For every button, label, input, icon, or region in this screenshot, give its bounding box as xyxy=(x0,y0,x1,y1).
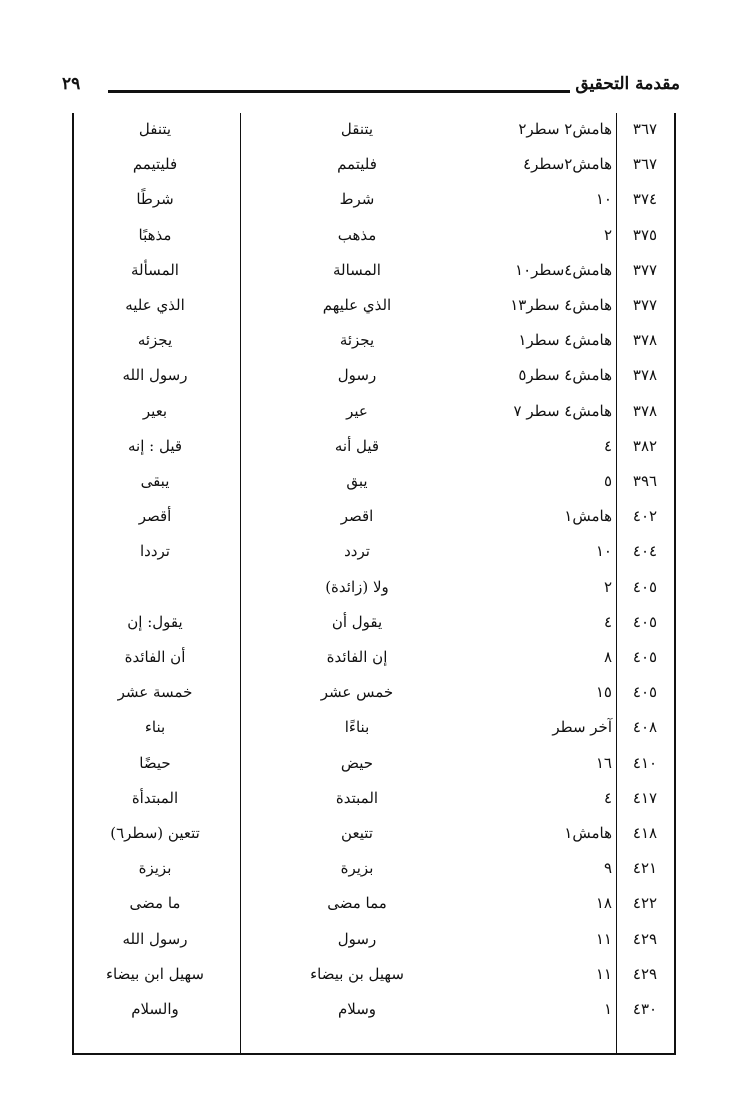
error-cell: اقصر xyxy=(340,507,374,526)
error-cell: تتيعن xyxy=(341,824,373,842)
location-cell: هامش٢سطر٤ xyxy=(523,155,612,174)
location-cell: هامش٤سطر١٠ xyxy=(515,260,612,279)
table-row xyxy=(72,852,676,884)
header-rule xyxy=(108,90,570,93)
table-row xyxy=(72,782,676,814)
table-row xyxy=(72,430,676,462)
page-cell: ٤١٨ xyxy=(632,824,658,842)
correction-cell: قيل : إنه xyxy=(127,436,183,455)
page-cell: ٤٢٢ xyxy=(632,894,658,913)
error-cell: سهيل بن بيضاء xyxy=(310,964,404,983)
page-cell: ٣٧٤ xyxy=(632,190,658,209)
table-row xyxy=(72,747,676,779)
table-row xyxy=(72,817,676,849)
table-row xyxy=(72,958,676,990)
correction-cell: حيضًا xyxy=(139,753,171,772)
table-row xyxy=(72,500,676,532)
error-cell: الذي عليهم xyxy=(322,296,392,314)
table-row xyxy=(72,641,676,673)
location-cell: ٨ xyxy=(603,648,612,666)
correction-cell: يتنفل xyxy=(138,120,172,138)
location-cell: ١ xyxy=(603,1000,612,1018)
correction-cell: والسلام xyxy=(131,1000,179,1018)
table-row xyxy=(72,359,676,391)
table-row xyxy=(72,711,676,743)
page-title: مقدمة التحقيق xyxy=(575,74,680,94)
page-cell: ٤٢٩ xyxy=(632,929,658,948)
table-row xyxy=(72,395,676,427)
correction-cell: خمسة عشر xyxy=(117,683,193,702)
table-row xyxy=(72,676,676,708)
location-cell: ٩ xyxy=(603,859,612,878)
correction-cell: المسألة xyxy=(131,260,179,279)
page-cell: ٤٠٥ xyxy=(632,648,658,666)
table-row xyxy=(72,465,676,497)
error-cell: إن الفائدة xyxy=(326,648,388,666)
table-row xyxy=(72,148,676,180)
table-row xyxy=(72,113,676,145)
page-cell: ٤٢٩ xyxy=(632,964,658,983)
page-cell: ٣٩٦ xyxy=(632,472,658,490)
correction-cell: فليتيمم xyxy=(132,155,178,174)
page-cell: ٣٨٢ xyxy=(632,436,658,455)
error-cell: يجزئة xyxy=(339,331,375,350)
location-cell: ٢ xyxy=(603,577,612,596)
error-cell: مما مضى xyxy=(327,894,387,913)
table-row xyxy=(72,289,676,321)
correction-cell: ما مضى xyxy=(129,894,181,913)
page-cell: ٤٣٠ xyxy=(632,1000,658,1018)
error-cell: حيض xyxy=(340,753,374,772)
page-cell: ٣٦٧ xyxy=(632,120,658,138)
location-cell: هامش٢ سطر٢ xyxy=(518,120,612,138)
table-row xyxy=(72,606,676,638)
location-cell: ١٦ xyxy=(595,753,612,772)
location-cell: ٤ xyxy=(603,612,612,631)
table-row xyxy=(72,993,676,1025)
correction-cell: أن الفائدة xyxy=(124,648,186,666)
error-cell: شرط xyxy=(339,190,375,209)
page-header xyxy=(62,74,680,102)
correction-cell: ترددا xyxy=(140,542,170,561)
page-cell: ٤٠٥ xyxy=(632,683,658,702)
error-cell: مذهب xyxy=(337,225,377,244)
error-cell: المبتدة xyxy=(335,788,379,807)
error-cell: رسول xyxy=(337,929,377,948)
location-cell: ٥ xyxy=(603,472,612,490)
error-cell: ولا (زائدة) xyxy=(325,577,389,596)
location-cell: هامش٤ سطر ٧ xyxy=(513,401,612,420)
location-cell: هامش١ xyxy=(564,507,612,526)
location-cell: ٢ xyxy=(603,225,612,244)
location-cell: ١٨ xyxy=(595,894,612,913)
page-cell: ٤٠٥ xyxy=(632,577,658,596)
page-cell: ٣٧٧ xyxy=(632,260,658,279)
error-cell: خمس عشر xyxy=(320,683,394,702)
page-number: ٢٩ xyxy=(62,74,81,94)
error-cell: عير xyxy=(346,401,368,420)
correction-cell: شرطًا xyxy=(136,190,174,209)
location-cell: ١١ xyxy=(595,929,612,948)
page-cell: ٣٧٥ xyxy=(632,225,658,244)
correction-cell: الذي عليه xyxy=(125,296,185,314)
table-row xyxy=(72,571,676,603)
location-cell: ١٠ xyxy=(595,190,612,209)
page-cell: ٤٠٨ xyxy=(632,718,658,737)
correction-cell: يجزئه xyxy=(137,331,173,350)
error-cell: فليتمم xyxy=(337,155,377,174)
location-cell: هامش٤ سطر٥ xyxy=(518,366,612,385)
error-cell: قيل أنه xyxy=(334,436,380,455)
error-cell: بناءًا xyxy=(344,718,370,737)
location-cell: ٤ xyxy=(603,788,612,807)
page-cell: ٣٧٨ xyxy=(632,331,658,350)
table-row xyxy=(72,535,676,567)
page-cell: ٤١٠ xyxy=(632,753,658,772)
location-cell: هامش١ xyxy=(564,824,612,842)
page-cell: ٣٧٧ xyxy=(632,296,658,314)
correction-cell: أقصر xyxy=(138,507,172,526)
error-cell: يتنقل xyxy=(340,120,374,138)
error-cell: المسالة xyxy=(333,260,381,279)
location-cell: هامش٤ سطر١ xyxy=(518,331,612,350)
correction-cell: رسول الله xyxy=(122,366,188,385)
location-cell: آخر سطر xyxy=(552,718,612,737)
correction-cell: مذهبًا xyxy=(138,225,172,244)
location-cell: ٤ xyxy=(603,436,612,455)
error-cell: يقول أن xyxy=(331,612,383,631)
page-cell: ٤٠٤ xyxy=(632,542,658,561)
table-row xyxy=(72,324,676,356)
location-cell: ١٥ xyxy=(595,683,612,702)
table-row xyxy=(72,219,676,251)
error-cell: يبق xyxy=(346,472,368,490)
correction-cell: بعير xyxy=(142,401,168,420)
page-cell: ٣٧٨ xyxy=(632,401,658,420)
page-cell: ٣٦٧ xyxy=(632,155,658,174)
correction-cell: المبتدأة xyxy=(131,788,179,807)
table-row xyxy=(72,254,676,286)
page-cell: ٤١٧ xyxy=(632,788,658,807)
table-row xyxy=(72,923,676,955)
correction-cell: تتعين (سطر٦) xyxy=(110,824,200,842)
page-cell: ٤٠٥ xyxy=(632,612,658,631)
correction-cell: سهيل ابن بيضاء xyxy=(106,964,204,983)
correction-cell: رسول الله xyxy=(122,929,188,948)
error-cell: بزيرة xyxy=(340,859,374,878)
correction-cell: بناء xyxy=(144,718,166,737)
error-cell: تردد xyxy=(344,542,370,561)
correction-cell: بزيزة xyxy=(138,859,172,878)
location-cell: ١١ xyxy=(595,964,612,983)
table-row xyxy=(72,183,676,215)
correction-cell: يقول: إن xyxy=(127,612,183,631)
page-cell: ٣٧٨ xyxy=(632,366,658,385)
error-cell: رسول xyxy=(337,366,377,385)
error-cell: وسلام xyxy=(337,1000,377,1018)
location-cell: ١٠ xyxy=(595,542,612,561)
location-cell: هامش٤ سطر١٣ xyxy=(510,296,612,314)
errata-table xyxy=(72,113,676,1055)
correction-cell xyxy=(72,571,238,603)
page-cell: ٤٠٢ xyxy=(632,507,658,526)
correction-cell: يبقى xyxy=(140,472,170,490)
table-row xyxy=(72,887,676,919)
page-cell: ٤٢١ xyxy=(632,859,658,878)
